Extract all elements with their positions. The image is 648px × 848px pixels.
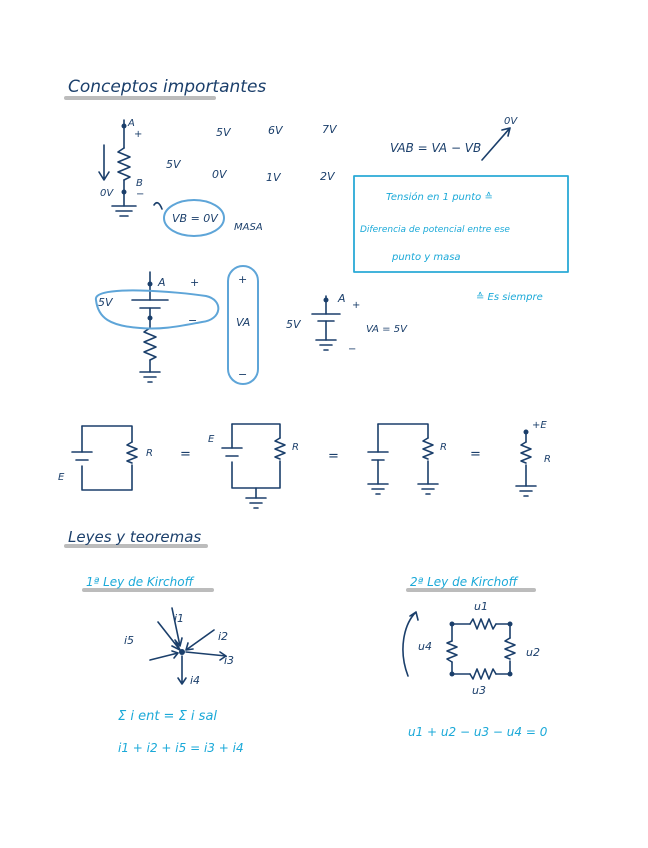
k2-title: 2ª Ley de Kirchoff — [410, 575, 518, 589]
k1-title: 1ª Ley de Kirchoff — [86, 575, 194, 589]
equiv-circuit-3 — [368, 424, 438, 494]
c3-volts: 5V — [286, 318, 301, 331]
grid-v3: 7V — [322, 123, 337, 136]
c3-plus: + — [352, 300, 361, 311]
grid-v4: 0V — [212, 168, 227, 181]
k1-i1: i1 — [174, 612, 185, 625]
k1-i5: i5 — [124, 634, 135, 647]
circuit-1 — [99, 120, 162, 216]
c3-va-eq: VA = 5V — [366, 324, 407, 335]
k1-i3: i3 — [224, 654, 235, 667]
k1-node-diagram — [150, 608, 229, 684]
c3-node-a: A — [338, 292, 346, 305]
c2-va: VA — [236, 316, 251, 329]
c1-zero: 0V — [100, 188, 114, 199]
definition-box — [354, 176, 568, 272]
c2-highlight-blob — [96, 290, 218, 328]
eq-c4-e: +E — [532, 420, 547, 431]
k2-u3: u3 — [472, 684, 486, 697]
grid-v5: 1V — [266, 171, 281, 184]
grid-v2: 6V — [268, 124, 283, 137]
c1-node-b: B — [136, 178, 143, 189]
grid-v6: 2V — [320, 170, 335, 183]
k2-formula: u1 + u2 − u3 − u4 = 0 — [408, 725, 548, 739]
eq-c1-e: E — [58, 472, 65, 483]
k1-formula2: i1 + i2 + i5 = i3 + i4 — [118, 741, 244, 755]
box-line2: Diferencia de potencial entre ese — [360, 225, 510, 235]
c1-plus: + — [134, 129, 143, 140]
eq-c1-r: R — [146, 448, 153, 459]
c2-node-a: A — [158, 276, 166, 289]
circuit-3 — [312, 296, 340, 350]
k2-u1: u1 — [474, 600, 488, 613]
k1-i2: i2 — [218, 630, 229, 643]
equiv-circuit-4 — [516, 430, 536, 497]
k1-i4: i4 — [190, 674, 201, 687]
eq-c3-r: R — [440, 442, 447, 453]
c2-va-plus: + — [238, 273, 248, 286]
vab-formula: VAB = VA − VB — [390, 141, 482, 155]
eq-c2-e: E — [208, 434, 215, 445]
c1-node-a: A — [128, 118, 135, 129]
c1-volts: 5V — [166, 158, 181, 171]
c3-minus: − — [348, 344, 357, 355]
eq-sign-1: = — [180, 447, 191, 462]
section-title-conceptos: Conceptos importantes — [68, 77, 267, 97]
equiv-circuit-2 — [222, 424, 285, 508]
c2-va-minus: − — [238, 368, 248, 381]
equiv-circuit-1 — [72, 426, 137, 490]
c2-plus: + — [190, 276, 200, 289]
k2-u2: u2 — [526, 646, 540, 659]
eq-sign-2: = — [328, 449, 339, 464]
c1-minus: − — [136, 189, 145, 200]
section-title-leyes: Leyes y teoremas — [68, 528, 202, 546]
vab-annotation: 0V — [504, 116, 518, 127]
c1-vb-bubble: VB = 0V — [172, 212, 218, 225]
k1-formula1: Σ i ent = Σ i sal — [118, 709, 218, 724]
eq-c4-r: R — [544, 454, 551, 465]
vab-arrow — [482, 128, 510, 160]
eq-sign-3: = — [470, 447, 481, 462]
grid-v1: 5V — [216, 126, 231, 139]
c2-minus: − — [188, 314, 198, 327]
c2-volts: 5V — [98, 296, 113, 309]
c1-masa: MASA — [234, 222, 263, 233]
always-note: ≙ Es siempre — [476, 292, 543, 303]
eq-c2-r: R — [292, 442, 299, 453]
box-line1: Tensión en 1 punto ≙ — [386, 192, 493, 203]
box-line3: punto y masa — [392, 252, 461, 263]
k2-u4: u4 — [418, 640, 432, 653]
